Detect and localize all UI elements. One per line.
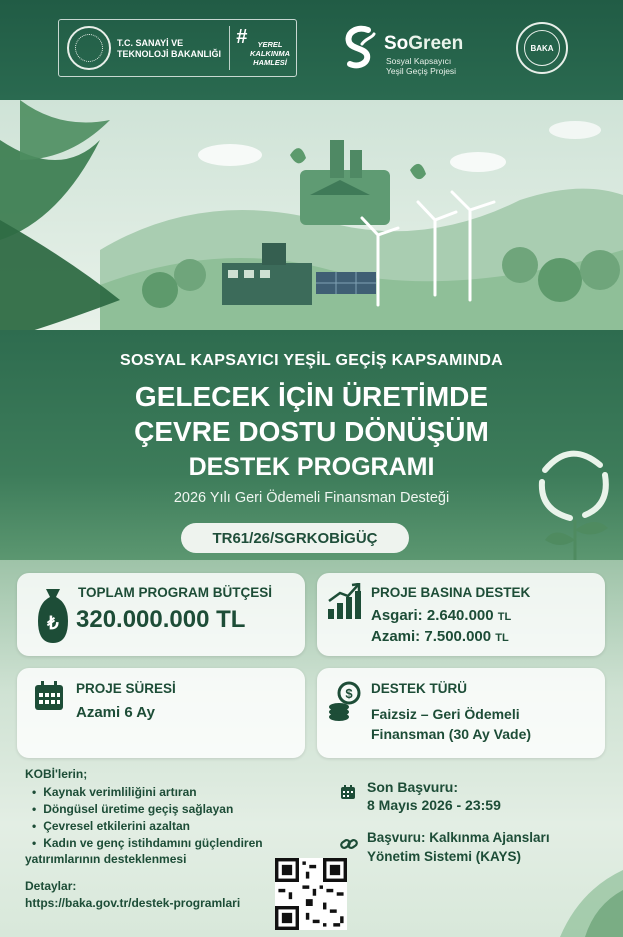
deadline-date: 8 Mayıs 2026 - 23:59	[367, 797, 501, 813]
budget-value: 320.000.000 TL	[76, 606, 246, 633]
list-item: • Kaynak verimliliğini artıran	[32, 784, 263, 801]
min-support-row	[371, 607, 511, 624]
sogreen-logo-icon	[340, 24, 378, 74]
brand-green: Green	[408, 33, 464, 54]
decorative-leaves	[540, 870, 623, 937]
title-line1: GELECEK İÇİN ÜRETİMDE	[134, 381, 489, 412]
kobi-list	[32, 784, 263, 852]
campaign-line2: KALKINMA	[250, 49, 290, 58]
money-bag-icon	[36, 585, 70, 647]
campaign-logo	[244, 40, 296, 67]
campaign-line3: HAMLESİ	[253, 58, 287, 67]
details-label: Detaylar:	[25, 879, 77, 893]
brand-so: So	[384, 33, 409, 54]
title-line3: DESTEK PROGRAMI	[188, 453, 435, 481]
application-line2: Yönetim Sistemi (KAYS)	[367, 849, 522, 864]
coins-icon	[327, 681, 363, 721]
project-support-label: PROJE BASINA DESTEK	[371, 585, 531, 600]
ministry-line1: T.C. SANAYİ VE	[117, 38, 184, 48]
support-type-line1: Faizsiz – Geri Ödemeli	[371, 706, 520, 722]
hashtag-mark: #	[236, 26, 248, 48]
budget-label: TOPLAM PROGRAM BÜTÇESİ	[78, 585, 273, 600]
title-subtitle: SOSYAL KAPSAYICI YEŞİL GEÇİŞ KAPSAMINDA	[119, 352, 504, 369]
application-line1: Başvuru: Kalkınma Ajansları	[367, 830, 550, 845]
kobi-ending: yatırımlarının desteklenmesi	[25, 852, 187, 866]
sogreen-sub1: Sosyal Kapsayıcı	[386, 56, 452, 66]
link-icon	[340, 836, 358, 852]
support-type-line2: Finansman (30 Ay Vade)	[371, 726, 532, 742]
max-support-row	[371, 628, 509, 645]
qr-code-icon[interactable]	[275, 858, 347, 930]
svg-text:₺: ₺	[47, 613, 59, 633]
support-type-label: DESTEK TÜRÜ	[371, 681, 468, 696]
sogreen-sub2: Yeşil Geçiş Projesi	[386, 66, 457, 76]
list-item: • Çevresel etkilerini azaltan	[32, 818, 263, 835]
min-value: 2.640.000	[426, 607, 494, 624]
header-divider	[229, 26, 230, 70]
campaign-line1: YEREL	[257, 40, 283, 49]
max-label: Azami:	[371, 628, 421, 645]
ministry-seal-icon	[67, 26, 111, 70]
duration-label: PROJE SÜRESİ	[76, 681, 176, 696]
kobi-intro: KOBİ'lerin;	[25, 767, 88, 781]
ministry-line2: TEKNOLOJİ BAKANLIĞI	[117, 49, 222, 59]
svg-text:$: $	[345, 686, 353, 701]
details-url-link[interactable]: https://baka.gov.tr/destek-programlari	[25, 896, 241, 910]
list-item: • Kadın ve genç istihdamını güçlendiren	[32, 835, 263, 852]
recycle-plant-icon	[530, 430, 620, 570]
max-value: 7.500.000	[424, 628, 492, 645]
deadline-label: Son Başvuru:	[367, 779, 459, 795]
ministry-name	[117, 38, 222, 60]
duration-value: Azami 6 Ay	[76, 704, 155, 721]
growth-chart-icon	[326, 583, 362, 621]
baka-abbr: BAKA	[530, 43, 554, 53]
sogreen-brand	[384, 34, 463, 54]
min-currency: TL	[497, 611, 512, 623]
min-label: Asgari:	[371, 607, 423, 624]
calendar-icon	[33, 680, 65, 712]
max-currency: TL	[495, 632, 509, 644]
baka-seal-icon	[516, 22, 568, 74]
title-line2: ÇEVRE DOSTU DÖNÜŞÜM	[134, 416, 489, 447]
title-year-line: 2026 Yılı Geri Ödemeli Finansman Desteği	[173, 490, 450, 506]
list-item: • Döngüsel üretime geçiş sağlayan	[32, 801, 263, 818]
baka-seal-inner	[524, 30, 560, 66]
green-factory-illustration	[0, 100, 623, 340]
calendar-icon	[340, 784, 356, 800]
sogreen-subtitle	[386, 56, 476, 76]
program-code-badge: TR61/26/SGRKOBİGÜÇ	[181, 523, 409, 553]
